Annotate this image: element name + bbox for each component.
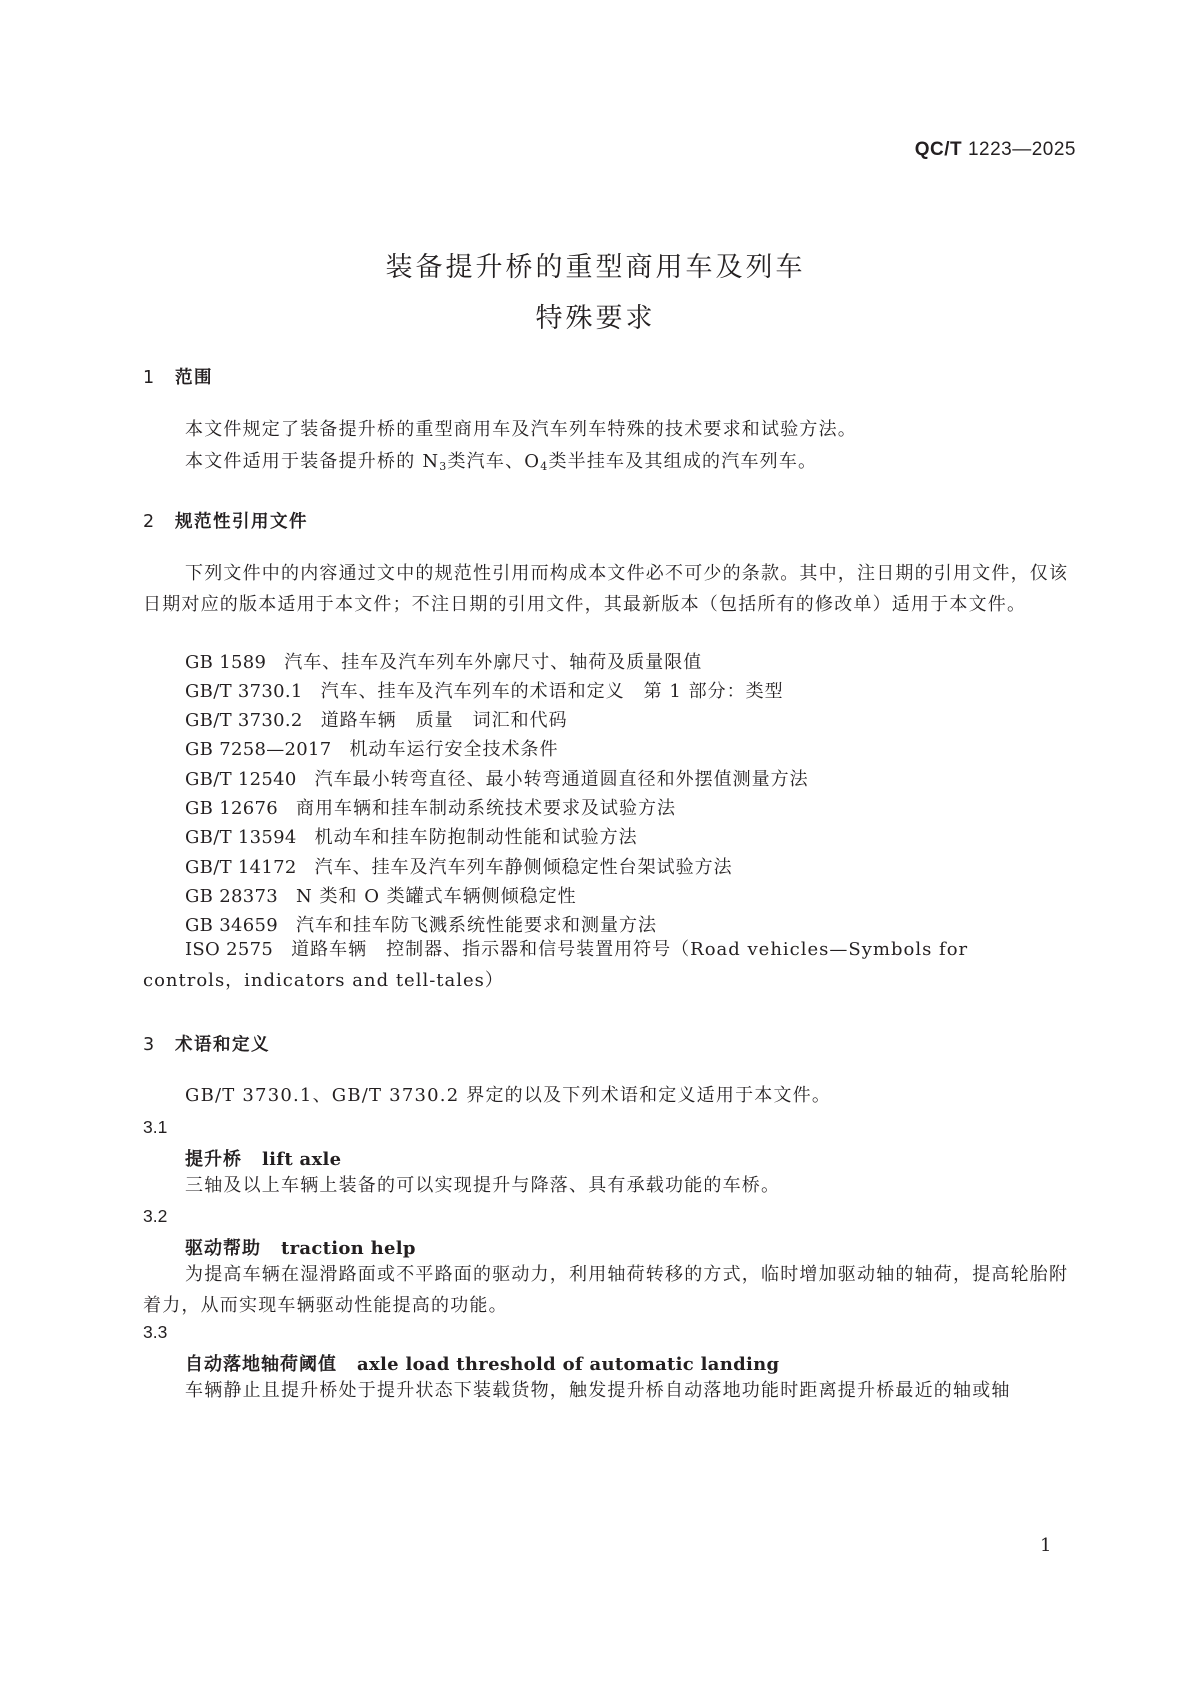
term-definition: 三轴及以上车辆上装备的可以实现提升与降落、具有承载功能的车桥。 bbox=[185, 1175, 781, 1196]
term-entry: 自动落地轴荷阈值 axle load threshold of automatic landing bbox=[185, 1354, 780, 1375]
term-entry: 提升桥 lift axle bbox=[185, 1149, 342, 1170]
term-definition: 为提高车辆在湿滑路面或不平路面的驱动力，利用轴荷转移的方式，临时增加驱动轴的轴荷，提高轮胎附着力，从而实现车辆驱动性能提高的功能。 bbox=[143, 1264, 1069, 1316]
clause-number: 3.2 bbox=[143, 1206, 168, 1226]
reference-item: GB/T 13594 机动车和挂车防抱制动性能和试验方法 bbox=[185, 827, 638, 848]
page-number: 1 bbox=[1040, 1535, 1052, 1556]
reference-item: GB/T 12540 汽车最小转弯直径、最小转弯通道圆直径和外摆值测量方法 bbox=[185, 769, 809, 790]
reference-item: GB/T 14172 汽车、挂车及汽车列车静侧倾稳定性台架试验方法 bbox=[185, 857, 733, 878]
section-1-para-1: 本文件规定了装备提升桥的重型商用车及汽车列车特殊的技术要求和试验方法。 bbox=[185, 419, 857, 440]
reference-item-iso: ISO 2575 道路车辆 控制器、指示器和信号装置用符号（Road vehicles—Symbols for controls，indicators and tell-tales） bbox=[143, 939, 969, 991]
section-1-number: 1 bbox=[143, 368, 156, 388]
reference-item: GB 1589 汽车、挂车及汽车列车外廓尺寸、轴荷及质量限值 bbox=[185, 652, 703, 673]
reference-item: GB 7258—2017 机动车运行安全技术条件 bbox=[185, 739, 559, 760]
section-3-number: 3 bbox=[143, 1035, 156, 1055]
section-1-title: 范围 bbox=[175, 368, 213, 388]
section-2-intro: 下列文件中的内容通过文中的规范性引用而构成本文件必不可少的条款。其中，注日期的引用文件，仅该日期对应的版本适用于本文件；不注日期的引用文件，其最新版本（包括所有的修改单）适用于本文件。 bbox=[143, 563, 1069, 615]
standard-code: 1223—2025 bbox=[967, 139, 1076, 160]
title-line-2: 特殊要求 bbox=[535, 303, 656, 334]
title-line-1: 装备提升桥的重型商用车及列车 bbox=[385, 252, 806, 283]
term-definition: 车辆静止且提升桥处于提升状态下装载货物，触发提升桥自动落地功能时距离提升桥最近的轴或轴 bbox=[185, 1380, 1011, 1401]
clause-number: 3.3 bbox=[143, 1322, 168, 1342]
standard-prefix: QC/T bbox=[914, 139, 963, 160]
clause-number: 3.1 bbox=[143, 1117, 168, 1137]
reference-item: GB 12676 商用车辆和挂车制动系统技术要求及试验方法 bbox=[185, 798, 676, 819]
section-1-heading bbox=[143, 364, 213, 389]
section-3-heading bbox=[143, 1031, 270, 1056]
term-entry: 驱动帮助 traction help bbox=[185, 1238, 416, 1259]
reference-item: GB 28373 N 类和 O 类罐式车辆侧倾稳定性 bbox=[185, 886, 577, 907]
standard-number bbox=[915, 139, 1076, 161]
section-3-intro: GB/T 3730.1、GB/T 3730.2 界定的以及下列术语和定义适用于本文件。 bbox=[185, 1085, 832, 1106]
reference-item: GB 34659 汽车和挂车防飞溅系统性能要求和测量方法 bbox=[185, 915, 657, 936]
section-2-heading bbox=[143, 508, 308, 533]
section-1-para-2: 本文件适用于装备提升桥的 $N_3$类汽车、$O_4$类半挂车及其组成的汽车列车。 bbox=[185, 451, 818, 473]
document-title bbox=[0, 242, 1191, 344]
reference-item: GB/T 3730.1 汽车、挂车及汽车列车的术语和定义 第 1 部分：类型 bbox=[185, 681, 784, 702]
reference-item: GB/T 3730.2 道路车辆 质量 词汇和代码 bbox=[185, 710, 568, 731]
section-2-number: 2 bbox=[143, 512, 156, 532]
section-2-title: 规范性引用文件 bbox=[175, 512, 308, 532]
section-3-title: 术语和定义 bbox=[175, 1035, 270, 1055]
